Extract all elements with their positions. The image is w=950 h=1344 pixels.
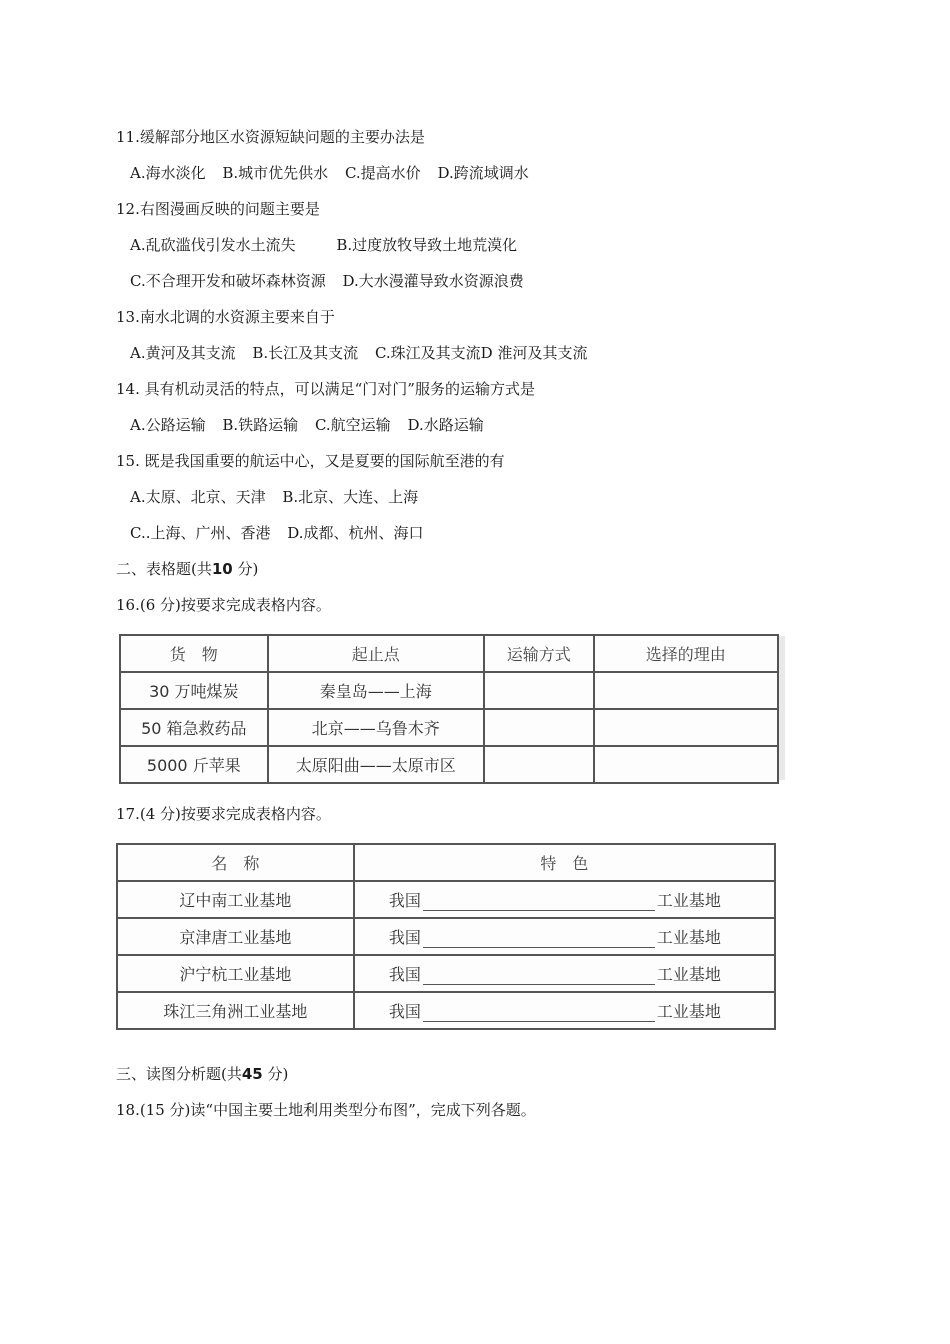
route-cell: 太原阳曲——太原市区 — [268, 746, 484, 783]
question-18-stem: 18.(15 分)读“中国主要土地利用类型分布图”，完成下列各题。 — [116, 1101, 536, 1119]
option-c-d: C.珠江及其支流D 淮河及其支流 — [374, 344, 588, 362]
option-c: C.不合理开发和破坏森林资源 — [130, 272, 326, 290]
question-17-stem: 17.(4 分)按要求完成表格内容。 — [116, 805, 331, 823]
table-row — [120, 746, 778, 783]
option-b: B.北京、大连、上海 — [282, 488, 419, 506]
header-feature: 特 色 — [354, 844, 775, 881]
table-header-row — [117, 844, 775, 881]
scan-artifact — [779, 636, 785, 780]
option-a: A.海水淡化 — [130, 164, 206, 182]
question-16-stem: 16.(6 分)按要求完成表格内容。 — [116, 596, 331, 614]
feature-fill-cell: 我国 工业基地 — [354, 955, 775, 992]
goods-cell: 5000 斤苹果 — [120, 746, 268, 783]
option-c: C..上海、广州、香港 — [130, 524, 271, 542]
base-name-cell: 珠江三角洲工业基地 — [117, 992, 354, 1029]
goods-cell: 50 箱急救药品 — [120, 709, 268, 746]
section-3-heading: 三、读图分析题(共45 分) — [116, 1065, 289, 1083]
answer-blank — [423, 892, 655, 911]
table-header-row — [120, 635, 778, 672]
header-reason: 选择的理由 — [594, 635, 778, 672]
option-c: C.航空运输 — [314, 416, 391, 434]
option-a: A.公路运输 — [130, 416, 206, 434]
header-route: 起止点 — [268, 635, 484, 672]
option-b: B.铁路运输 — [222, 416, 299, 434]
base-name-cell: 辽中南工业基地 — [117, 881, 354, 918]
base-name-cell: 沪宁杭工业基地 — [117, 955, 354, 992]
option-b: B.过度放牧导致土地荒漠化 — [336, 236, 518, 254]
question-12-options-row2 — [130, 271, 536, 291]
question-13-stem: 13.南水北调的水资源主要来自于 — [116, 308, 335, 326]
transport-mode-answer-cell — [484, 672, 594, 709]
option-c: C.提高水价 — [344, 164, 421, 182]
option-d: D.大水漫灌导致水资源浪费 — [342, 272, 524, 290]
question-15-options-row1 — [130, 487, 430, 507]
route-cell: 北京——乌鲁木齐 — [268, 709, 484, 746]
question-14-stem: 14. 具有机动灵活的特点，可以满足“门对门”服务的运输方式是 — [116, 380, 535, 398]
table-row — [117, 955, 775, 992]
header-name: 名 称 — [117, 844, 354, 881]
table-row — [117, 918, 775, 955]
option-b: B.长江及其支流 — [252, 344, 359, 362]
question-15-stem: 15. 既是我国重要的航运中心，又是夏要的国际航至港的有 — [116, 452, 505, 470]
route-cell: 秦皇岛——上海 — [268, 672, 484, 709]
table-row — [117, 881, 775, 918]
header-goods: 货 物 — [120, 635, 268, 672]
feature-fill-cell: 我国 工业基地 — [354, 918, 775, 955]
feature-fill-cell: 我国 工业基地 — [354, 992, 775, 1029]
option-d: D.成都、杭州、海口 — [287, 524, 424, 542]
industrial-base-table — [116, 843, 776, 1030]
transport-mode-answer-cell — [484, 709, 594, 746]
question-11-options — [130, 163, 541, 183]
reason-answer-cell — [594, 709, 778, 746]
option-a: A.乱砍滥伐引发水土流失 — [130, 236, 296, 254]
transport-mode-answer-cell — [484, 746, 594, 783]
question-12-stem: 12.右图漫画反映的问题主要是 — [116, 200, 320, 218]
base-name-cell: 京津唐工业基地 — [117, 918, 354, 955]
option-d: D.跨流域调水 — [437, 164, 529, 182]
table-row — [120, 672, 778, 709]
question-14-options — [130, 415, 496, 435]
section-2-heading: 二、表格题(共10 分) — [116, 560, 259, 578]
header-transport-mode: 运输方式 — [484, 635, 594, 672]
option-d: D.水路运输 — [407, 416, 484, 434]
table-row — [120, 709, 778, 746]
transport-table — [119, 634, 779, 784]
answer-blank — [423, 929, 655, 948]
answer-blank — [423, 1003, 655, 1022]
table-row — [117, 992, 775, 1029]
question-13-options — [130, 343, 599, 363]
option-b: B.城市优先供水 — [222, 164, 329, 182]
reason-answer-cell — [594, 672, 778, 709]
goods-cell: 30 万吨煤炭 — [120, 672, 268, 709]
question-11-stem: 11.缓解部分地区水资源短缺问题的主要办法是 — [116, 128, 425, 146]
answer-blank — [423, 966, 655, 985]
question-12-options-row1 — [130, 235, 529, 255]
question-15-options-row2 — [130, 523, 436, 543]
reason-answer-cell — [594, 746, 778, 783]
option-a: A.太原、北京、天津 — [130, 488, 266, 506]
feature-fill-cell: 我国 工业基地 — [354, 881, 775, 918]
option-a: A.黄河及其支流 — [130, 344, 236, 362]
